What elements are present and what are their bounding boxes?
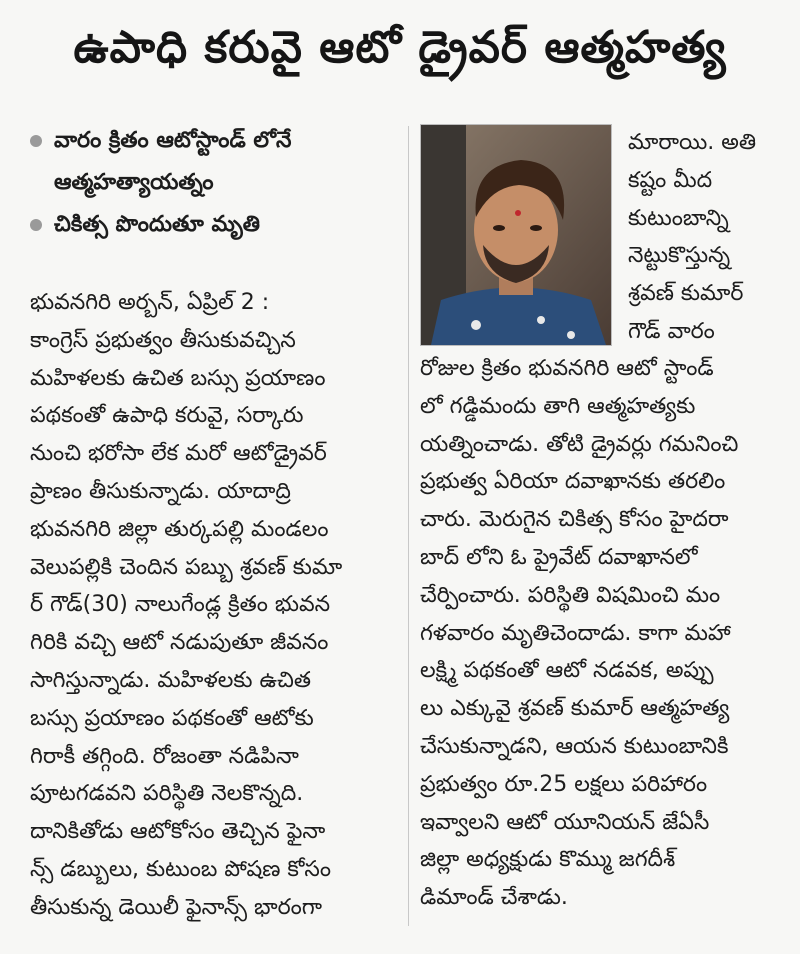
subheadline-bullets	[30, 120, 410, 246]
text-line: చేర్పించారు. పరిస్థితి విషమించి మం	[420, 582, 721, 608]
text-line: కుటుంబాన్ని	[628, 205, 729, 231]
text-line: న్స్ డబ్బులు, కుటుంబ పోషణ కోసం	[30, 856, 331, 882]
text-line: గిరాకీ తగ్గింది. రోజంతా నడిపినా	[30, 743, 299, 769]
text-line: నెట్టుకొస్తున్న	[628, 243, 731, 269]
right-column	[420, 350, 780, 917]
left-column	[30, 284, 400, 927]
text-line: మహిళలకు ఉచిత బస్సు ప్రయాణం	[30, 365, 326, 391]
text-line: ప్రభుత్వ ఏరియా దవాఖానకు తరలిం	[420, 469, 726, 495]
bullet-text: చికిత్స పొందుతూ మృతి	[54, 212, 260, 237]
text-line: పథకంతో ఉపాధి కరువై, సర్కారు	[30, 403, 304, 429]
text-line: యత్నించాడు. తోటి డ్రైవర్లు గమనించి	[420, 431, 739, 457]
column-divider	[408, 126, 409, 926]
text-line: లక్ష్మి పథకంతో ఆటో నడవక, అప్పు	[420, 658, 714, 684]
text-line: లో గడ్డిమందు తాగి ఆత్మహత్యకు	[420, 393, 696, 419]
bullet-item	[30, 120, 410, 204]
text-line: చేసుకున్నాడని, ఆయన కుటుంబానికి	[420, 733, 729, 759]
bullet-dot-icon	[30, 219, 42, 231]
text-line: కాంగ్రెస్ ప్రభుత్వం తీసుకువచ్చిన	[30, 327, 296, 353]
bullet-text: ఆత్మహత్యాయత్నం	[54, 170, 214, 195]
portrait-photo-icon	[421, 125, 611, 345]
text-line: తీసుకున్న డెయిలీ ఫైనాన్స్ భారంగా	[30, 894, 323, 920]
text-line: ఇవ్వాలని ఆటో యూనియన్ జేఏసీ	[420, 809, 710, 835]
text-line: వెలుపల్లికి చెందిన పబ్బు శ్రవణ్ కుమా	[30, 554, 343, 580]
text-line: భువనగిరి జిల్లా తుర్కపల్లి మండలం	[30, 516, 329, 542]
text-line: కష్టం మీద	[628, 167, 713, 193]
text-line: ప్రభుత్వం రూ.25 లక్షలు పరిహారం	[420, 771, 708, 797]
text-line: గౌడ్ వారం	[628, 318, 715, 344]
bullet-text: వారం క్రితం ఆటోస్టాండ్ లోనే	[54, 128, 292, 153]
text-line: ర్ గౌడ్(30) నాలుగేండ్ల క్రితం భువన	[30, 592, 331, 618]
headline: ఉపాధి కరువై ఆటో డ్రైవర్ ఆత్మహత్య	[73, 22, 727, 73]
text-line: గిరికి వచ్చి ఆటో నడుపుతూ జీవనం	[30, 630, 329, 656]
text-line: సాగిస్తున్నాడు. మహిళలకు ఉచిత	[30, 667, 311, 693]
text-line: దానికితోడు ఆటోకోసం తెచ్చిన ఫైనా	[30, 819, 326, 845]
text-line: బస్సు ప్రయాణం పథకంతో ఆటోకు	[30, 705, 314, 731]
text-line: గళవారం మృతిచెందాడు. కాగా మహా	[420, 620, 731, 646]
text-line: శ్రవణ్ కుమార్	[628, 281, 744, 307]
text-line: పూటగడవని పరిస్థితి నెలకొన్నది.	[30, 781, 304, 807]
text-line: లు ఎక్కువై శ్రవణ్ కుమార్ ఆత్మహత్య	[420, 696, 730, 722]
text-line: ప్రాణం తీసుకున్నాడు. యాదాద్రి	[30, 478, 291, 504]
text-line: నుంచి భరోసా లేక మరో ఆటోడ్రైవర్	[30, 441, 327, 467]
wrap-column	[628, 124, 780, 351]
text-line: మారాయి. అతి	[628, 130, 757, 155]
bullet-dot-icon	[30, 135, 42, 147]
text-line: జిల్లా అధ్యక్షుడు కొమ్ము జగదీశ్	[420, 847, 676, 873]
text-line: రోజుల క్రితం భువనగిరి ఆటో స్టాండ్	[420, 356, 714, 381]
text-line: బాద్ లోని ఓ ప్రైవేట్ దవాఖానలో	[420, 544, 698, 570]
news-photo	[420, 124, 612, 346]
text-line: భువనగిరి అర్బన్, ఏప్రిల్ 2 :	[30, 290, 270, 315]
text-line: డిమాండ్ చేశాడు.	[420, 885, 568, 911]
bullet-item	[30, 204, 410, 246]
text-line: చారు. మెరుగైన చికిత్స కోసం హైదరా	[420, 507, 729, 533]
